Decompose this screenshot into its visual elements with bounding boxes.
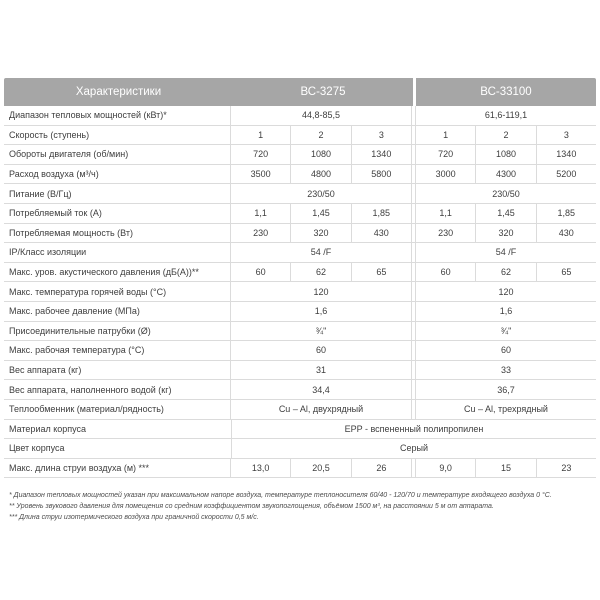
table-row (4, 361, 596, 381)
product-1-group (231, 204, 412, 223)
cell-value: 62 (291, 263, 351, 282)
row-label: Вес аппарата (кг) (4, 361, 231, 380)
row-label: Макс. уров. акустического давления (дБ(А))** (4, 263, 231, 282)
row-values (231, 243, 596, 262)
product-2-group (415, 282, 596, 301)
row-label: Расход воздуха (м³/ч) (4, 165, 231, 184)
cell-value: 1,6 (499, 306, 513, 317)
product-2-group (415, 145, 596, 164)
product-2-group (415, 184, 596, 203)
cell-value: 320 (291, 224, 351, 243)
product-1-group (231, 361, 412, 380)
table-header (4, 78, 596, 106)
cell-value: 1340 (556, 149, 577, 160)
cell-value: 5200 (556, 169, 577, 180)
row-values (231, 361, 596, 380)
product-2-group (415, 380, 596, 399)
product-1-group (231, 459, 412, 478)
row-values (232, 420, 596, 439)
cell-value: 3500 (231, 165, 291, 184)
row-label: Макс. температура горячей воды (°С) (4, 282, 231, 301)
table-row (4, 380, 596, 400)
cell-value: 13,0 (231, 459, 291, 478)
cell-value: 54 /F (495, 247, 517, 258)
cell-value: 1 (231, 126, 291, 145)
header-product-1: ВС-3275 (300, 86, 346, 98)
row-label: Цвет корпуса (4, 439, 232, 458)
product-2-group (415, 263, 596, 282)
table-row (4, 282, 596, 302)
cell-value: 20,5 (291, 459, 351, 478)
cell-value: 230 (416, 224, 476, 243)
row-label: Потребляемая мощность (Вт) (4, 224, 231, 243)
product-2-group (415, 302, 596, 321)
header-left-band (4, 78, 413, 106)
cell-value: 1 (416, 126, 476, 145)
cell-value: 54 /F (310, 247, 332, 258)
cell-value: 5800 (371, 169, 392, 180)
cell-value: 320 (476, 224, 536, 243)
product-2-group (415, 341, 596, 360)
table-row (4, 106, 596, 126)
product-1-group (231, 243, 412, 262)
footnote-2: ** Уровень звукового давления для помещения со средним коэффициентом звукопоглощения, объёмом 1500 м³, на расстоянии 5 м от аппарата. (9, 503, 494, 511)
cell-value: 44,8-85,5 (301, 110, 341, 121)
cell-value: 60 (500, 345, 511, 356)
cell-value: 60 (231, 263, 291, 282)
cell-value: Cu – Al, двухрядный (278, 404, 364, 415)
cell-value: Серый (399, 443, 428, 454)
product-1-group (231, 184, 412, 203)
table-row (4, 145, 596, 165)
cell-value: 1080 (291, 145, 351, 164)
row-values (231, 204, 596, 223)
cell-value: 1,85 (557, 208, 576, 219)
table-row (4, 459, 596, 479)
row-values (231, 282, 596, 301)
product-1-group (231, 380, 412, 399)
product-1-group (231, 322, 412, 341)
row-label: Присоединительные патрубки (Ø) (4, 322, 231, 341)
cell-value: 1080 (476, 145, 536, 164)
table-row (4, 302, 596, 322)
cell-value: EPP - вспененный полипропилен (344, 423, 484, 434)
cell-value: 1,6 (314, 306, 328, 317)
table-row (4, 184, 596, 204)
row-values (231, 341, 596, 360)
cell-value: 1,1 (231, 204, 291, 223)
cell-value: 3 (563, 129, 569, 140)
product-1-group (231, 302, 412, 321)
table-row (4, 341, 596, 361)
cell-value: 430 (373, 227, 389, 238)
cell-value: 430 (558, 227, 574, 238)
cell-value: 33 (500, 365, 511, 376)
cell-value: 230/50 (307, 188, 335, 199)
row-values (231, 106, 596, 125)
cell-value: 15 (476, 459, 536, 478)
cell-value: 62 (476, 263, 536, 282)
row-values (231, 380, 596, 399)
table-row (4, 204, 596, 224)
cell-value: 4800 (291, 165, 351, 184)
product-1-group (231, 126, 412, 145)
cell-value: 31 (315, 365, 326, 376)
cell-value: 3000 (416, 165, 476, 184)
product-1-group (231, 282, 412, 301)
row-label: Скорость (ступень) (4, 126, 231, 145)
row-values (231, 165, 596, 184)
cell-value: 3 (378, 129, 384, 140)
product-2-group (415, 204, 596, 223)
cell-value: 60 (416, 263, 476, 282)
cell-value: 1,45 (291, 204, 351, 223)
product-2-group (415, 400, 596, 419)
header-product-2: ВС-33100 (416, 78, 596, 106)
cell-value: 65 (376, 267, 387, 278)
row-label: Материал корпуса (4, 420, 232, 439)
cell-value: 720 (231, 145, 291, 164)
cell-value: 1,1 (416, 204, 476, 223)
cell-value: 9,0 (416, 459, 476, 478)
row-label: Вес аппарата, наполненного водой (кг) (4, 380, 231, 399)
product-2-group (415, 322, 596, 341)
row-values (231, 459, 596, 478)
cell-value: ¾" (500, 325, 512, 336)
cell-value: 2 (291, 126, 351, 145)
table-row (4, 243, 596, 263)
footnote-3: *** Длина струи изотермического воздуха при граничной скорости 0,5 м/с. (9, 514, 259, 522)
product-2-group (415, 106, 596, 125)
product-1-group (231, 341, 412, 360)
row-label: Теплообменник (материал/рядность) (4, 400, 231, 419)
cell-value: Cu – Al, трехрядный (464, 404, 548, 415)
product-2-group (415, 126, 596, 145)
table-row (4, 224, 596, 244)
product-2-group (415, 165, 596, 184)
cell-value: 34,4 (312, 384, 330, 395)
cell-value: 4300 (476, 165, 536, 184)
footnote-1: * Диапазон тепловых мощностей указан при максимальном напоре воздуха, температуре теплоносителя 60/40 - 120/70 и температуре входящего воздуха 0 °C. (9, 492, 552, 500)
row-label: Потребляемый ток (А) (4, 204, 231, 223)
row-values (231, 145, 596, 164)
cell-value: 23 (561, 462, 572, 473)
table-row (4, 322, 596, 342)
row-label: Обороты двигателя (об/мин) (4, 145, 231, 164)
row-values (231, 126, 596, 145)
product-2-group (415, 243, 596, 262)
row-values (231, 184, 596, 203)
cell-value: 120 (313, 286, 329, 297)
table-row (4, 400, 596, 420)
row-values (231, 263, 596, 282)
header-characteristics: Характеристики (75, 86, 162, 98)
table-row (4, 263, 596, 283)
cell-value: 720 (416, 145, 476, 164)
footnotes (4, 490, 596, 523)
cell-value: ¾" (315, 325, 327, 336)
cell-value: 26 (376, 462, 387, 473)
product-2-group (415, 224, 596, 243)
product-2-group (415, 361, 596, 380)
table-row (4, 439, 596, 459)
cell-value: 65 (561, 267, 572, 278)
product-1-group (231, 145, 412, 164)
row-values (232, 439, 596, 458)
row-values (231, 302, 596, 321)
row-label: Диапазон тепловых мощностей (кВт)* (4, 106, 231, 125)
row-label: Питание (В/Гц) (4, 184, 231, 203)
row-values (231, 224, 596, 243)
cell-value: 230 (231, 224, 291, 243)
cell-value: 1340 (371, 149, 392, 160)
row-label: IP/Класс изоляции (4, 243, 231, 262)
cell-value: 120 (498, 286, 514, 297)
product-1-group (231, 400, 412, 419)
cell-value: 2 (476, 126, 536, 145)
table-rows (4, 106, 596, 478)
product-1-group (231, 263, 412, 282)
row-label: Макс. рабочая температура (°С) (4, 341, 231, 360)
row-label: Макс. длина струи воздуха (м) *** (4, 459, 231, 478)
cell-value: 61,6-119,1 (484, 110, 528, 121)
cell-value: 60 (315, 345, 326, 356)
cell-value: 1,45 (476, 204, 536, 223)
spec-table (4, 78, 596, 478)
cell-value: 36,7 (497, 384, 515, 395)
product-2-group (415, 459, 596, 478)
row-values (231, 322, 596, 341)
product-1-group (231, 224, 412, 243)
table-row (4, 165, 596, 185)
row-label: Макс. рабочее давление (МПа) (4, 302, 231, 321)
cell-value: 230/50 (492, 188, 520, 199)
table-row (4, 420, 596, 440)
table-row (4, 126, 596, 146)
row-values (231, 400, 596, 419)
product-1-group (231, 165, 412, 184)
product-1-group (231, 106, 412, 125)
cell-value: 1,85 (372, 208, 391, 219)
